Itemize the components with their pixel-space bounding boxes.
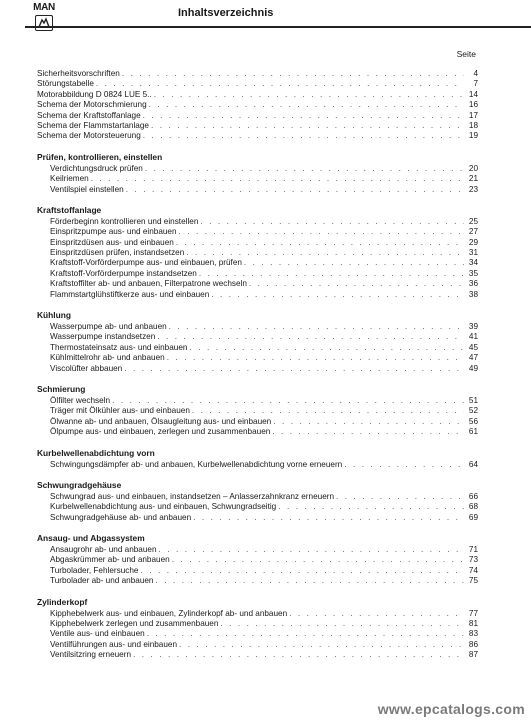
toc-entry[interactable] (37, 427, 478, 437)
dot-leader (244, 258, 464, 268)
toc-entry[interactable] (37, 90, 478, 100)
toc-entry-title: Träger mit Ölkühler aus- und einbauen (50, 406, 190, 416)
page-column-label: Seite (456, 49, 476, 59)
dot-leader (249, 279, 464, 289)
dot-leader (211, 290, 464, 300)
dot-leader (91, 174, 464, 184)
toc-entry-page: 39 (468, 322, 478, 332)
man-logo (31, 2, 57, 32)
toc-section (37, 309, 478, 374)
dot-leader (124, 364, 464, 374)
toc-entry-page: 4 (473, 68, 478, 78)
dot-leader (167, 353, 464, 363)
dot-leader (220, 619, 464, 629)
dot-leader (145, 164, 464, 174)
toc-entry[interactable] (37, 238, 478, 248)
toc-entry-page: 19 (468, 131, 478, 141)
toc-entry-title: Ölwanne ab- und anbauen, Ölsaugleitung aus- und einbauen (50, 416, 272, 426)
dot-leader (133, 650, 464, 660)
dot-leader (176, 238, 464, 248)
toc-entry-page: 49 (468, 363, 478, 373)
toc-entry-page: 31 (468, 248, 478, 258)
section-heading: Kurbelwellenabdichtung vorn (37, 447, 155, 458)
dot-leader (278, 502, 464, 512)
toc-entry[interactable] (37, 322, 478, 332)
dot-leader (179, 640, 464, 650)
toc-entry-page: 68 (468, 502, 478, 512)
toc-entry-page: 29 (468, 237, 478, 247)
toc-entry-page: 47 (468, 353, 478, 363)
toc-entry[interactable] (37, 619, 478, 629)
toc-entry-page: 16 (468, 100, 478, 110)
header-divider (25, 26, 531, 28)
toc-entry-page: 81 (468, 619, 478, 629)
dot-leader (179, 227, 464, 237)
toc-entry-page: 52 (468, 406, 478, 416)
toc-entry-title: Schema der Flammstartanlage (37, 120, 149, 130)
dot-leader (172, 555, 464, 565)
toc-entry-page: 34 (468, 258, 478, 268)
toc-section (37, 532, 478, 587)
toc-entry-page: 38 (468, 289, 478, 299)
toc-entry-page: 51 (468, 395, 478, 405)
toc-entry[interactable] (37, 513, 478, 523)
toc-entry-title: Kipphebelwerk aus- und einbauen, Zylinderkopf ab- und anbauen (50, 608, 288, 618)
dot-leader (149, 100, 464, 110)
dot-leader (344, 460, 464, 470)
toc-entry-title: Förderbeginn kontrollieren und einstellen (50, 216, 199, 226)
table-of-contents (37, 69, 478, 661)
toc-entry-title: Einspritzpumpe aus- und einbauen (50, 227, 177, 237)
toc-entry-page: 17 (468, 110, 478, 120)
toc-entry-title: Turbolader, Fehlersuche (50, 565, 139, 575)
toc-entry-title: Thermostateinsatz aus- und einbauen (50, 342, 188, 352)
toc-entry[interactable] (37, 217, 478, 227)
toc-entry-title: Schema der Motorsteuerung (37, 131, 141, 141)
toc-entry[interactable] (37, 290, 478, 300)
toc-section (37, 69, 478, 142)
dot-leader (112, 396, 464, 406)
toc-entry-page: 61 (468, 427, 478, 437)
dot-leader (143, 131, 464, 141)
toc-entry[interactable] (37, 343, 478, 353)
toc-entry-title: Flammstartglühstiftkerze aus- und einbauen (50, 289, 210, 299)
dot-leader (96, 79, 464, 89)
toc-section (37, 479, 478, 523)
toc-entry-title: Turbolader ab- und anbauen (50, 576, 154, 586)
toc-entry-page: 71 (468, 545, 478, 555)
dot-leader (147, 629, 464, 639)
toc-entry-title: Schwungradgehäuse ab- und anbauen (50, 512, 192, 522)
toc-entry-page: 75 (468, 576, 478, 586)
toc-entry[interactable] (37, 650, 478, 660)
toc-entry[interactable] (37, 100, 478, 110)
toc-entry[interactable] (37, 174, 478, 184)
toc-entry[interactable] (37, 629, 478, 639)
toc-entry-title: Ventile aus- und einbauen (50, 629, 145, 639)
toc-entry-title: Wasserpumpe instandsetzen (50, 332, 156, 342)
toc-entry[interactable] (37, 121, 478, 131)
dot-leader (143, 111, 464, 121)
toc-entry-page: 87 (468, 650, 478, 660)
dot-leader (140, 566, 464, 576)
toc-entry-page: 86 (468, 639, 478, 649)
toc-entry-title: Kurbelwellenabdichtung aus- und einbauen, Schwungradseitig (50, 502, 277, 512)
toc-entry-title: Wasserpumpe ab- und anbauen (50, 322, 167, 332)
toc-entry-title: Ventilspiel einstellen (50, 184, 124, 194)
toc-entry[interactable] (37, 556, 478, 566)
dot-leader (154, 90, 464, 100)
toc-entry-title: Schema der Kraftstoffanlage (37, 110, 141, 120)
toc-entry-page: 77 (468, 608, 478, 618)
section-heading: Kühlung (37, 310, 71, 321)
toc-entry[interactable] (37, 279, 478, 289)
toc-entry[interactable] (37, 79, 478, 89)
dot-leader (336, 492, 464, 502)
section-heading: Schmierung (37, 383, 86, 394)
toc-entry-page: 25 (468, 216, 478, 226)
dot-leader (200, 217, 464, 227)
toc-entry[interactable] (37, 545, 478, 555)
toc-entry-title: Ölfilter wechseln (50, 395, 111, 405)
toc-entry[interactable] (37, 406, 478, 416)
toc-entry-page: 7 (473, 79, 478, 89)
dot-leader (199, 269, 464, 279)
dot-leader (189, 343, 464, 353)
dot-leader (273, 417, 464, 427)
toc-entry[interactable] (37, 227, 478, 237)
toc-entry-title: Kraftstoff-Vorförderpumpe instandsetzen (50, 268, 197, 278)
toc-entry-title: Kraftstoff-Vorförderpumpe aus- und einbauen, prüfen (50, 258, 242, 268)
toc-entry[interactable] (37, 460, 478, 470)
toc-entry-title: Kipphebelwerk zerlegen und zusammenbauen (50, 619, 219, 629)
logo-text: MAN (33, 2, 55, 13)
section-heading: Zylinderkopf (37, 596, 88, 607)
toc-entry-page: 23 (468, 184, 478, 194)
toc-section (37, 151, 478, 195)
dot-leader (151, 121, 464, 131)
dot-leader (126, 185, 464, 195)
toc-entry[interactable] (37, 332, 478, 342)
toc-section (37, 204, 478, 300)
toc-entry[interactable] (37, 111, 478, 121)
toc-entry-title: Ventilsitzring erneuern (50, 650, 132, 660)
toc-entry[interactable] (37, 396, 478, 406)
toc-entry-title: Schwungrad aus- und einbauen, instandsetzen – Anlasserzahnkranz erneuern (50, 491, 335, 501)
dot-leader (289, 609, 464, 619)
toc-entry-page: 83 (468, 629, 478, 639)
toc-entry[interactable] (37, 502, 478, 512)
dot-leader (159, 545, 464, 555)
dot-leader (272, 427, 464, 437)
toc-entry[interactable] (37, 185, 478, 195)
toc-section (37, 447, 478, 470)
toc-entry-page: 66 (468, 491, 478, 501)
toc-entry[interactable] (37, 640, 478, 650)
section-heading: Ansaug- und Abgassystem (37, 533, 145, 544)
toc-entry-page: 18 (468, 120, 478, 130)
dot-leader (155, 576, 464, 586)
toc-entry-title: Einspritzdüsen aus- und einbauen (50, 237, 174, 247)
toc-entry-title: Motorabbildung D 0824 LUE 5.. (37, 89, 152, 99)
toc-entry[interactable] (37, 131, 478, 141)
toc-entry-title: Ventilführungen aus- und einbauen (50, 639, 178, 649)
dot-leader (169, 322, 464, 332)
toc-entry[interactable] (37, 69, 478, 79)
toc-entry-page: 73 (468, 555, 478, 565)
toc-entry-page: 69 (468, 512, 478, 522)
toc-entry-title: Schwingungsdämpfer ab- und anbauen, Kurbelwellenabdichtung vorne erneuern (50, 459, 343, 469)
toc-entry[interactable] (37, 417, 478, 427)
toc-entry-title: Sicherheitsvorschriften (37, 68, 120, 78)
toc-entry[interactable] (37, 164, 478, 174)
page-title: Inhaltsverzeichnis (178, 7, 274, 19)
toc-entry[interactable] (37, 566, 478, 576)
toc-entry-page: 20 (468, 163, 478, 173)
toc-entry-title: Kühlmittelrohr ab- und anbauen (50, 353, 165, 363)
section-heading: Kraftstoffanlage (37, 204, 102, 215)
toc-entry[interactable] (37, 269, 478, 279)
toc-entry-title: Einspritzdüsen prüfen, instandsetzen (50, 248, 185, 258)
toc-section (37, 383, 478, 438)
toc-entry-page: 64 (468, 459, 478, 469)
toc-entry-page: 56 (468, 416, 478, 426)
toc-entry[interactable] (37, 248, 478, 258)
toc-section (37, 596, 478, 661)
toc-entry[interactable] (37, 576, 478, 586)
section-heading: Schwungradgehäuse (37, 479, 122, 490)
dot-leader (186, 248, 464, 258)
toc-entry-title: Störungstabelle (37, 79, 94, 89)
toc-entry-title: Ölpumpe aus- und einbauen, zerlegen und zusammenbauen (50, 427, 271, 437)
toc-entry[interactable] (37, 364, 478, 374)
toc-entry-page: 21 (468, 174, 478, 184)
toc-entry-page: 35 (468, 268, 478, 278)
toc-entry-title: Abgaskrümmer ab- und anbauen (50, 555, 170, 565)
toc-entry[interactable] (37, 609, 478, 619)
dot-leader (193, 513, 464, 523)
toc-entry-title: Kraftstoffilter ab- und anbauen, Filterpatrone wechseln (50, 279, 247, 289)
toc-entry-title: Viscolüfter abbauen (50, 363, 123, 373)
toc-entry-page: 36 (468, 279, 478, 289)
section-heading: Prüfen, kontrollieren, einstellen (37, 151, 163, 162)
watermark: www.epcatalogs.com (377, 701, 525, 717)
toc-entry-page: 45 (468, 342, 478, 352)
toc-entry[interactable] (37, 258, 478, 268)
toc-entry[interactable] (37, 492, 478, 502)
dot-leader (192, 406, 464, 416)
lion-emblem-icon (35, 15, 53, 31)
toc-entry-title: Keilriemen (50, 174, 89, 184)
toc-entry-page: 14 (468, 89, 478, 99)
toc-entry-page: 41 (468, 332, 478, 342)
dot-leader (122, 69, 464, 79)
toc-entry-page: 27 (468, 227, 478, 237)
toc-entry-title: Verdichtungsdruck prüfen (50, 163, 143, 173)
dot-leader (157, 332, 464, 342)
toc-entry[interactable] (37, 353, 478, 363)
toc-entry-page: 74 (468, 565, 478, 575)
toc-entry-title: Ansaugrohr ab- und anbauen (50, 545, 157, 555)
toc-entry-title: Schema der Motorschmierung (37, 100, 147, 110)
